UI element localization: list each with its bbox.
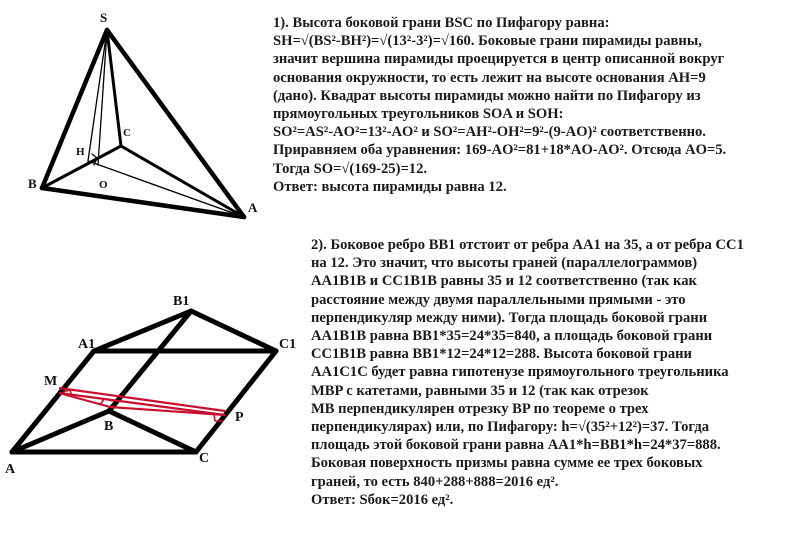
solution-2-line: перпендикулярах) или, по Пифагору: h=√(35²+12²)=37. Тогда [311,419,710,436]
solution-1-text [273,14,726,196]
label-c: C [199,451,210,466]
solution-2-line: AA1C1C будет равна гипотенузе прямоугольного треугольника [311,364,729,381]
solution-2-line: MBP с катетами, равными 35 и 12 (так как отрезок [311,382,649,399]
solution-2-line: на 12. Это значит, что высоты граней (параллелограммов) [311,255,698,272]
label-a1: A1 [78,337,96,352]
label-p: P [235,410,244,425]
solution-1-line: SH=√(BS²-BH²)=√(13²-3²)=√160. Боковые грани пирамиды равны, [273,33,702,50]
solution-2-line: площадь этой боковой грани равна AA1*h=BB1*h=24*37=888. [311,437,721,454]
label-b: B [28,176,37,191]
segment-m-p [59,393,225,415]
label-m: M [44,374,58,389]
solution-1-line: SO²=AS²-AO²=13²-AO² и SO²=AH²-OH²=9²-(9-AO)² соответственно. [273,124,706,141]
label-a: A [5,462,16,477]
pyramid-figure [42,30,244,217]
solution-1-line: Тогда SO=√(169-25)=12. [273,160,428,177]
edge-b1-c1 [191,311,276,351]
solution-1-line: прямоугольных треугольников SOA и SOH: [273,106,564,123]
solution-1-line: Приравняем оба уравнения: 169-AO²=81+18*AO-AO². Отсюда AO=5. [273,142,727,159]
solution-2-line: CC1B1B равна BB1*12=24*12=288. Высота боковой грани [311,346,692,363]
solution-1-line: значит вершина пирамиды проецируется в центр описанной вокруг [273,51,725,68]
solution-2-text [311,236,744,509]
solution-1-answer: Ответ: высота пирамиды равна 12. [273,178,507,195]
solution-2-line: расстояние между двумя параллельными прямыми - это [311,291,686,308]
label-h: H [76,146,85,158]
solution-2-line: 2). Боковое ребро BB1 отстоит от ребра AA1 на 35, а от ребра CC1 [311,237,744,253]
label-c: C [123,127,131,139]
altitude-a-h [88,161,244,217]
pyramid-labels [28,10,258,215]
solution-2-line: AA1B1B и CC1B1B равны 35 и 12 соответственно (так как [311,273,697,290]
prism-section [59,388,225,421]
label-o: O [99,179,108,191]
edge-b-a [42,188,244,217]
solution-2-line: Боковая поверхность призмы равна сумме ее трех боковых [311,455,703,472]
edge-s-a [107,30,244,217]
label-a: A [248,200,258,215]
edge-b-c [109,411,196,452]
label-s: S [100,10,108,25]
solution-2-answer: Ответ: Sбок=2016 ед². [311,491,454,508]
solution-1-line: основания окружности, то есть лежит на высоте основания AH=9 [273,69,706,86]
label-b: B [104,419,114,434]
solution-2-line: AA1B1B равна BB1*35=24*35=840, а площадь боковой грани [311,328,713,345]
solution-1-line: (дано). Квадрат высоты пирамиды можно найти по Пифагору из [273,87,701,104]
solution-2-line: перпендикуляр между ними). Тогда площадь боковой грани [311,309,708,326]
label-b1: B1 [173,294,190,309]
solution-2-line: MB перпендикулярен отрезку BP по теореме о трех [311,400,649,417]
solution-1-line: 1). Высота боковой грани BSC по Пифагору равна: [273,15,610,31]
edge-c-c1 [196,351,276,452]
solution-2-line: граней, то есть 840+288+888=2016 ед². [311,473,559,490]
label-c1: C1 [279,337,297,352]
